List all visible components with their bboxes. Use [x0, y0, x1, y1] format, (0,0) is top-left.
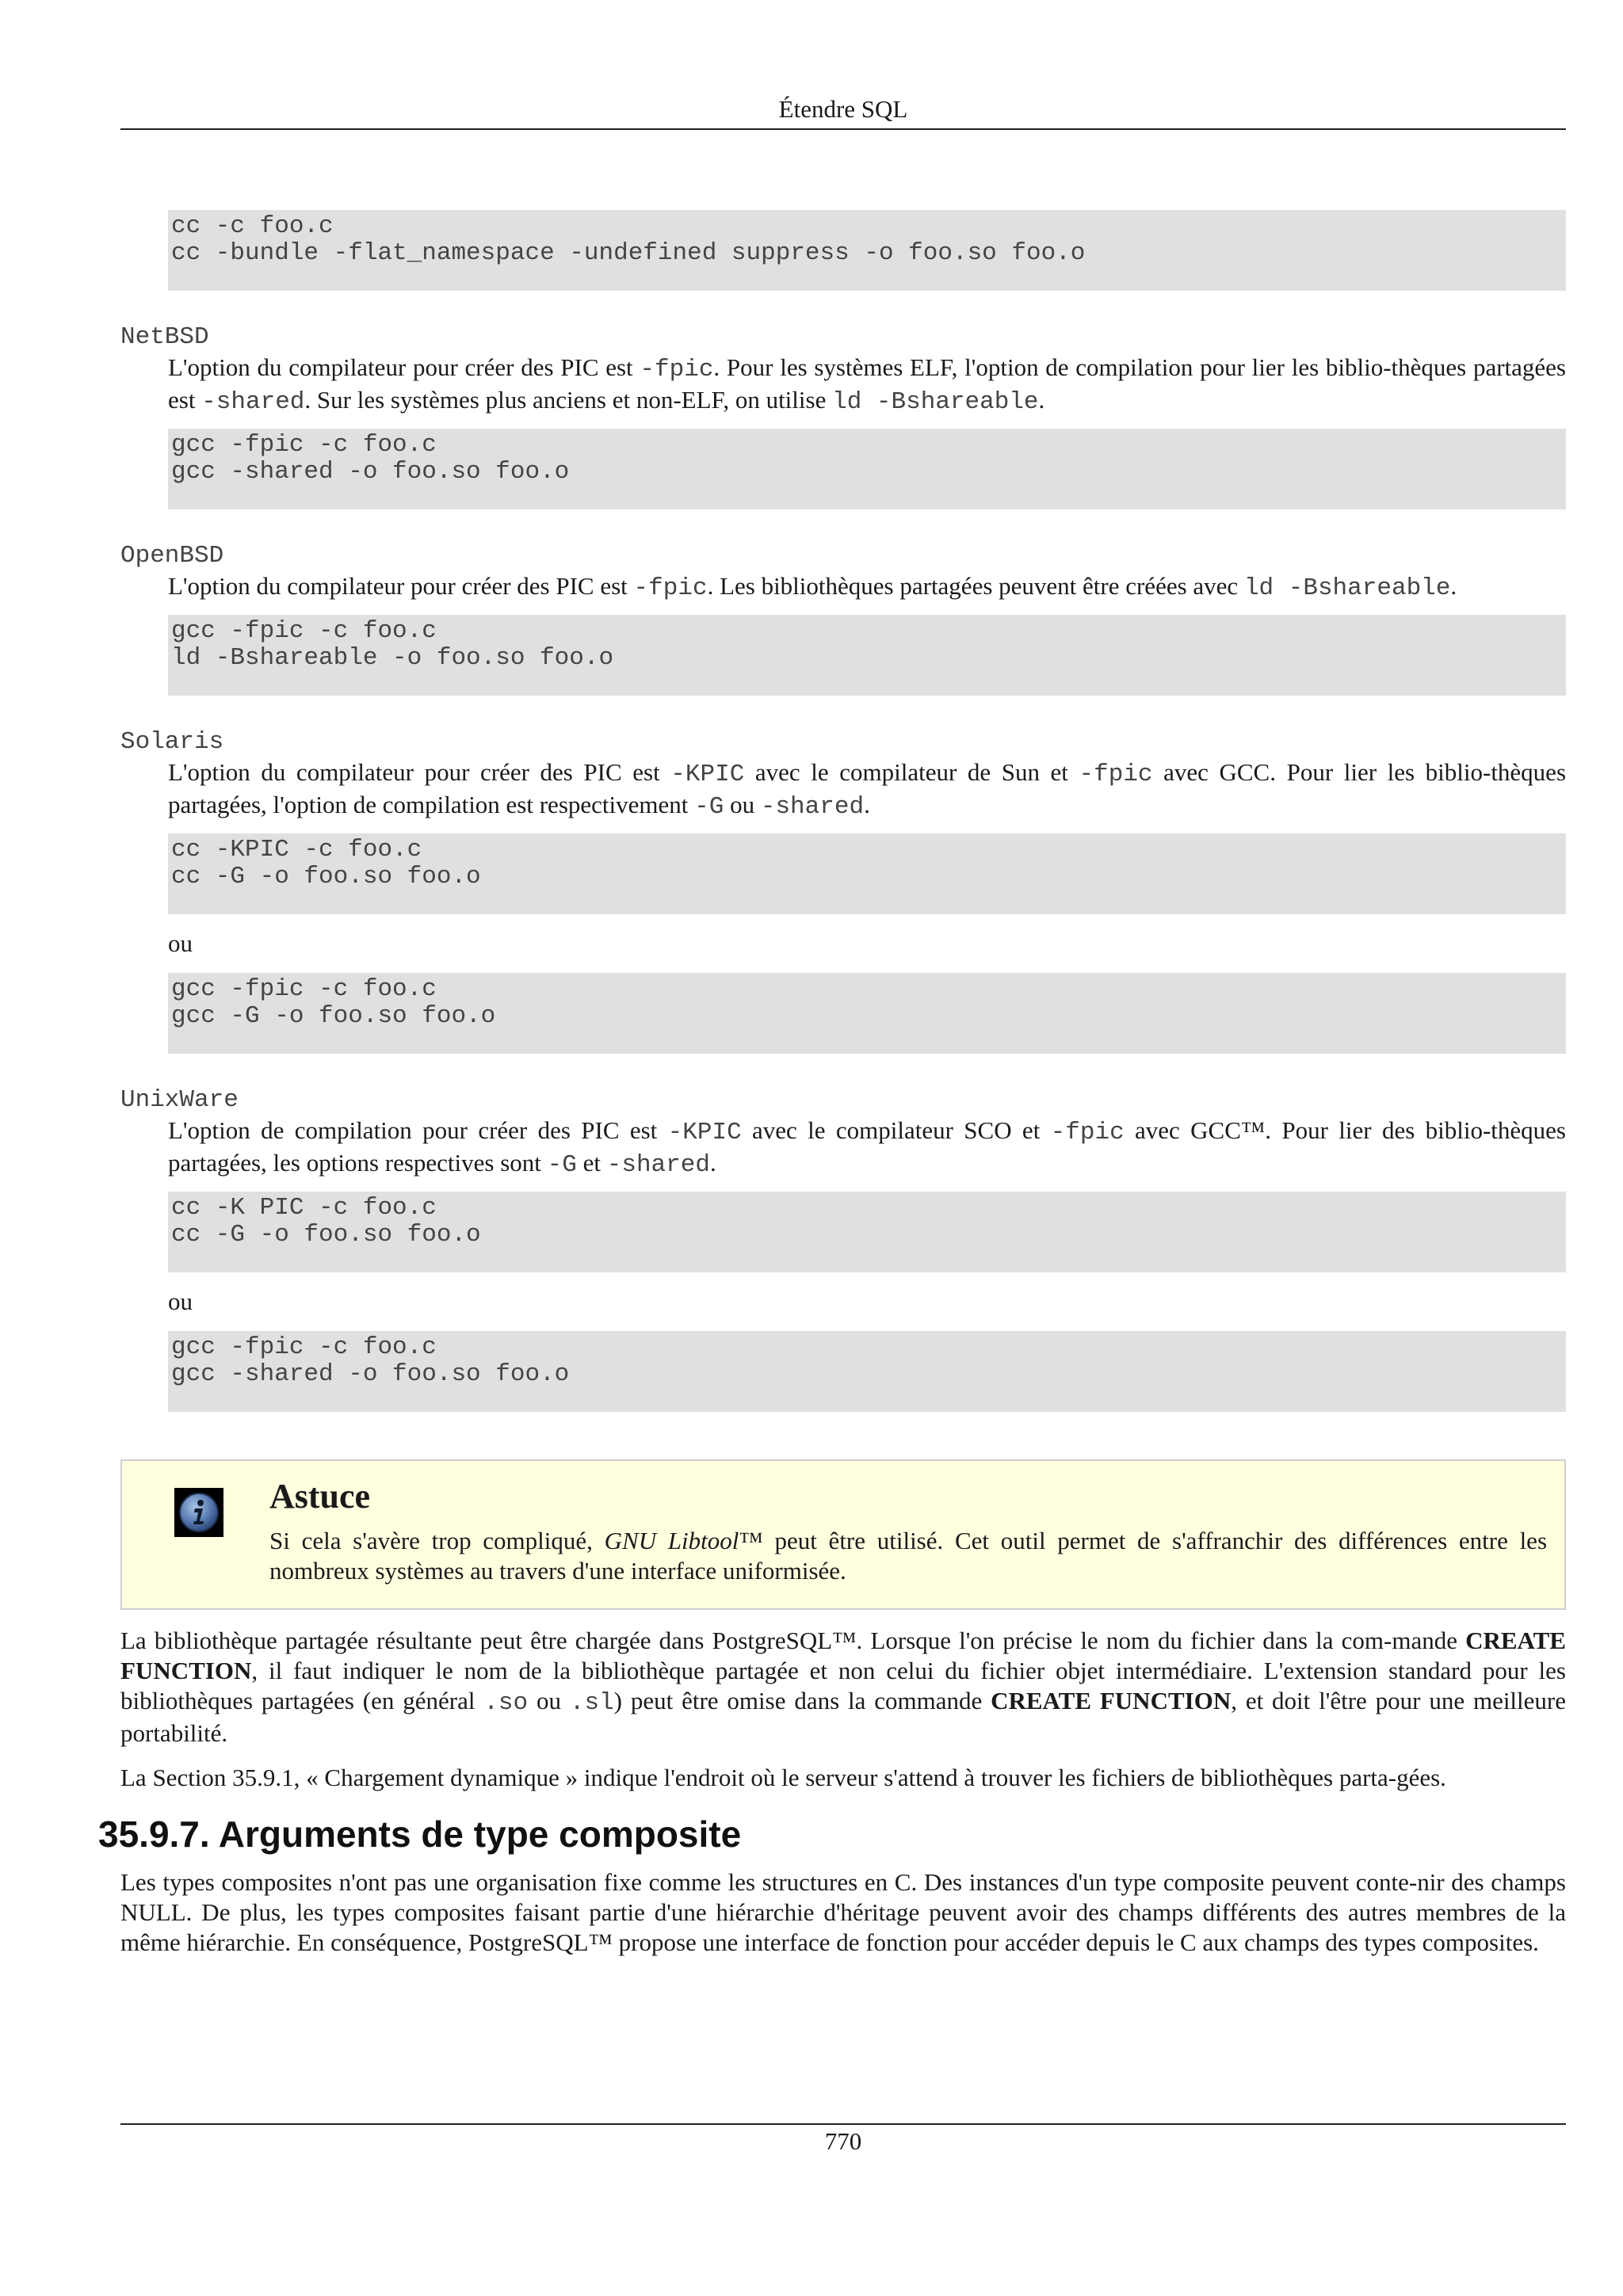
code-block-openbsd: gcc -fpic -c foo.c ld -Bshareable -o foo.so foo.o	[168, 615, 1566, 696]
code-inline: -KPIC	[667, 1119, 742, 1146]
info-icon	[174, 1488, 223, 1537]
code-block-solaris-2: gcc -fpic -c foo.c gcc -G -o foo.so foo.o	[168, 973, 1566, 1054]
code-inline: -G	[694, 793, 724, 821]
note-title: Astuce	[269, 1477, 371, 1516]
code-inline: -shared	[606, 1151, 710, 1179]
text: avec GCC™. Pour lier des biblio-thèques partagées, les options respectives sont	[168, 1116, 1566, 1177]
text: , il faut indiquer le nom de la bibliothèque partagée et non celui du fichier objet intermédiaire. L'extension standard pour les bibliothèques partagées (en général	[120, 1657, 1566, 1714]
code-inline: -fpic	[633, 574, 708, 602]
text: .	[1038, 386, 1045, 414]
text: avec GCC. Pour lier les biblio-thèques partagées, l'option de compilation est respectivement	[168, 758, 1567, 818]
code-block-unixware-1: cc -K PIC -c foo.c cc -G -o foo.so foo.o	[168, 1192, 1566, 1272]
command-name: CREATE FUNCTION	[991, 1687, 1232, 1714]
code-inline: -fpic	[1079, 761, 1153, 788]
code-inline: .so	[483, 1689, 529, 1717]
text: .	[864, 791, 870, 818]
text: L'option du compilateur pour créer des PIC est	[168, 353, 640, 381]
text: ou	[724, 791, 761, 818]
code-inline: .sl	[569, 1689, 614, 1717]
or-separator: ou	[168, 929, 193, 957]
text: . Sur les systèmes plus anciens et non-ELF, on utilise	[304, 386, 833, 414]
or-separator: ou	[168, 1287, 193, 1315]
solaris-description	[168, 757, 1566, 822]
term-solaris: Solaris	[120, 728, 224, 756]
text: et	[576, 1149, 607, 1177]
note-text	[269, 1526, 1547, 1586]
footer-rule	[120, 2123, 1566, 2125]
text: .	[1450, 572, 1457, 600]
code-inline: -shared	[760, 793, 865, 821]
product-name: GNU Libtool	[604, 1527, 739, 1554]
paragraph-shared-library	[120, 1626, 1566, 1749]
code-inline: ld -Bshareable	[832, 388, 1039, 416]
text: ™ peut être utilisé. Cet outil permet de s'affranchir des différences entre les nombreux systèmes au travers d'une interface uniformisée.	[269, 1527, 1548, 1585]
text: , et doit l'être pour une meilleure portabilité.	[120, 1687, 1567, 1747]
code-inline: -shared	[201, 388, 305, 416]
code-inline: -fpic	[640, 356, 714, 383]
paragraph-section-reference: La Section 35.9.1, « Chargement dynamique » indique l'endroit où le serveur s'attend à trouver les fichiers de bibliothèques parta-gées.	[120, 1764, 1446, 1791]
command-name: CREATE FUNCTION	[120, 1627, 1566, 1684]
code-inline: -G	[547, 1151, 577, 1179]
netbsd-description	[168, 353, 1566, 418]
header-rule	[120, 128, 1566, 130]
term-unixware: UnixWare	[120, 1086, 239, 1114]
section-heading: 35.9.7. Arguments de type composite	[98, 1814, 742, 1855]
text: ) peut être omise dans la commande	[613, 1687, 991, 1714]
text: .	[709, 1149, 716, 1177]
text: ou	[528, 1687, 570, 1714]
code-inline: -KPIC	[670, 761, 745, 788]
page-number: 770	[824, 2127, 862, 2155]
openbsd-description	[168, 571, 1566, 604]
paragraph-composite-types: Les types composites n'ont pas une organisation fixe comme les structures en C. Des instances d'un type composite peuvent conte-nir des champs NULL. De plus, les types composites faisant partie d'une hiérarchie d'héritage peuvent avoir des champs différents des autres membres de la même hiérarchie. En conséquence, PostgreSQL™ propose une interface de fonction pour accéder depuis le C aux champs des types composites.	[120, 1868, 1566, 1956]
text: . Les bibliothèques partagées peuvent être créées avec	[707, 572, 1244, 600]
text: L'option du compilateur pour créer des PIC est	[168, 572, 634, 600]
code-inline: -fpic	[1050, 1119, 1125, 1146]
text: . Pour les systèmes ELF, l'option de compilation pour lier les biblio-thèques partagées est	[168, 353, 1566, 414]
text: L'option du compilateur pour créer des PIC est	[168, 758, 671, 786]
code-block-unixware-2: gcc -fpic -c foo.c gcc -shared -o foo.so foo.o	[168, 1331, 1566, 1412]
page-content	[98, 210, 1567, 1958]
unixware-description	[168, 1116, 1566, 1180]
text: Si cela s'avère trop compliqué,	[269, 1527, 605, 1554]
code-block-solaris-1: cc -KPIC -c foo.c cc -G -o foo.so foo.o	[168, 833, 1566, 914]
code-block-netbsd: gcc -fpic -c foo.c gcc -shared -o foo.so foo.o	[168, 429, 1566, 509]
code-inline: ld -Bshareable	[1243, 574, 1451, 602]
text: La bibliothèque partagée résultante peut être chargée dans PostgreSQL™. Lorsque l'on précise le nom du fichier dans la com-mande	[120, 1627, 1466, 1654]
text: avec le compilateur de Sun et	[744, 758, 1079, 786]
term-openbsd: OpenBSD	[120, 542, 224, 570]
text: L'option de compilation pour créer des PIC est	[168, 1116, 668, 1144]
code-block-darwin: cc -c foo.c cc -bundle -flat_namespace -undefined suppress -o foo.so foo.o	[168, 210, 1566, 291]
text: avec le compilateur SCO et	[741, 1116, 1051, 1144]
term-netbsd: NetBSD	[120, 323, 209, 351]
running-header: Étendre SQL	[778, 95, 908, 123]
tip-note	[120, 1459, 1566, 1610]
